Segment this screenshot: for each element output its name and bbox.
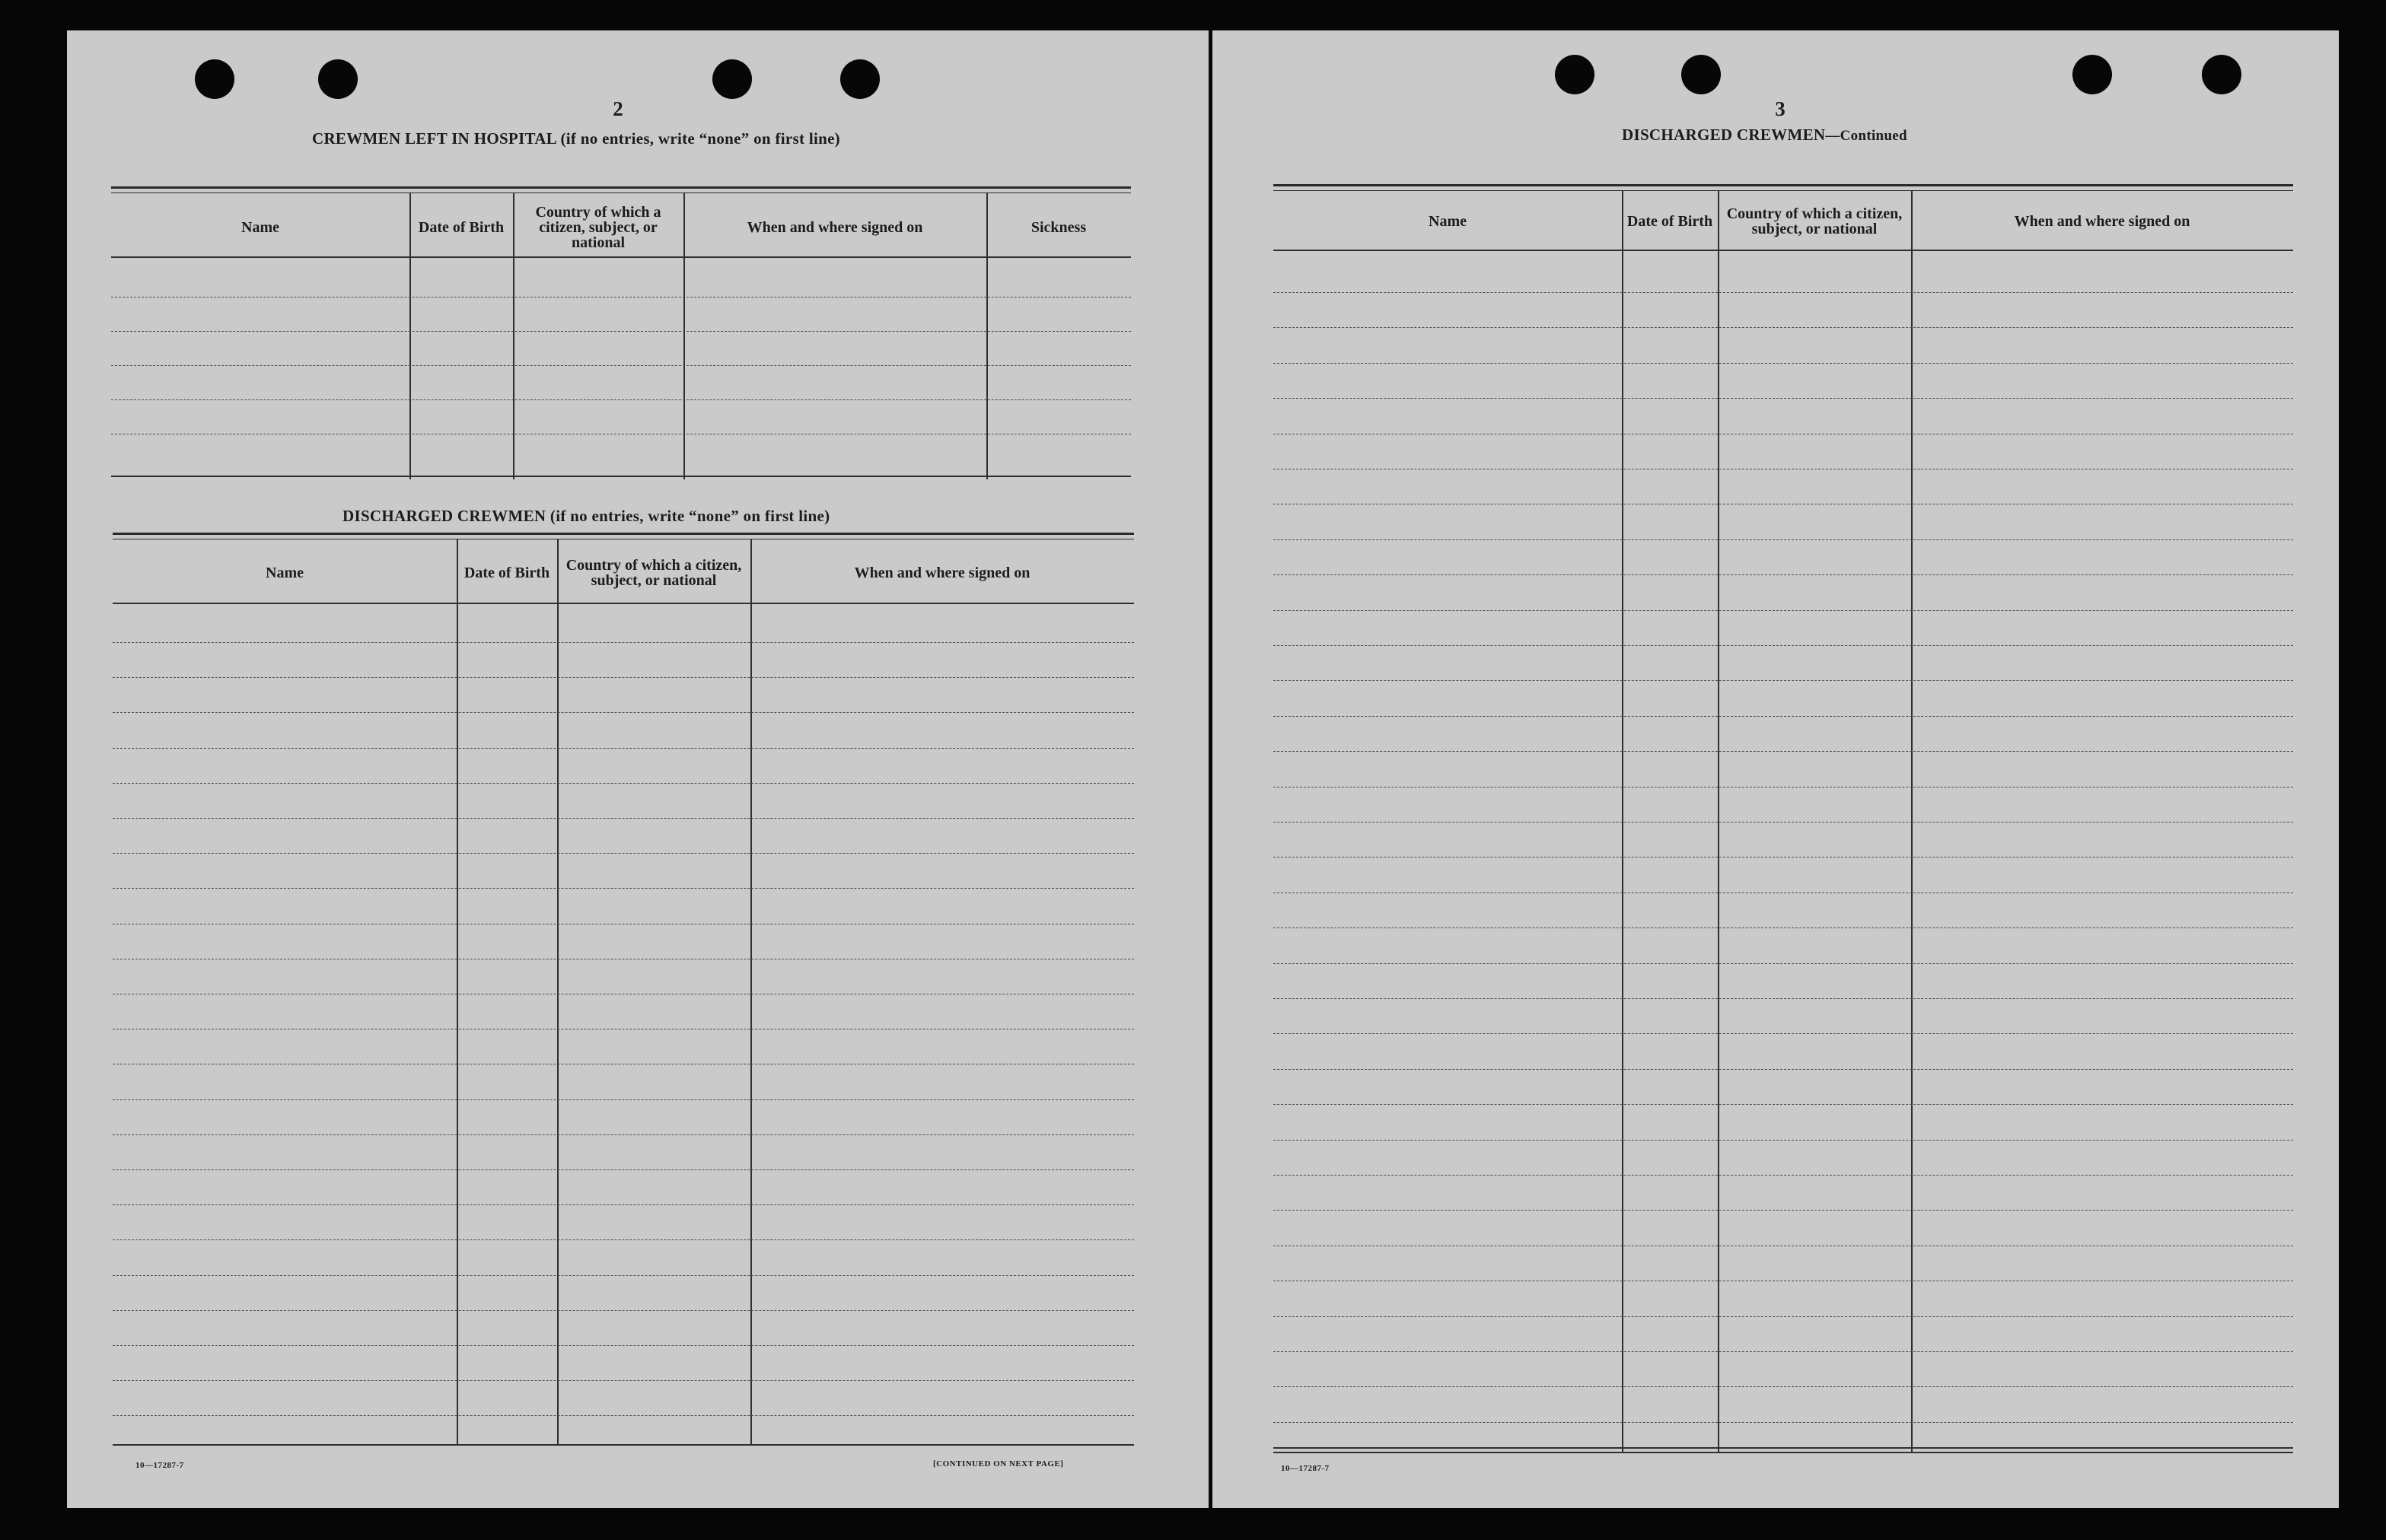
hospital-section-title [312,129,840,148]
discharged-title-text: DISCHARGED CREWMEN [342,507,546,525]
ruled-line [113,818,1134,819]
ruled-line [113,712,1134,713]
ruled-line [1273,610,2293,611]
ruled-line [113,1169,1134,1170]
discharged-table [113,502,1134,1446]
ruled-line [1273,1104,2293,1105]
hospital-table [111,156,1131,479]
binder-hole [195,59,234,99]
col-header-name: Name [241,219,279,236]
col-header-date-of-birth: Date of Birth [418,219,505,236]
col-header-signed-on: When and where signed on [854,565,1031,581]
continued-note: [CONTINUED ON NEXT PAGE] [933,1459,1064,1468]
right-page [1212,30,2339,1508]
ruled-line [1273,292,2293,293]
ruled-line [1273,787,2293,788]
col-header-name: Name [1429,213,1467,230]
ruled-line [1273,857,2293,858]
ruled-line [1273,645,2293,646]
left-page [67,30,1209,1508]
continued-label: —Continued [1825,128,1907,144]
binder-hole [712,59,752,99]
ruled-line [113,1204,1134,1205]
discharged-continued-title-text: DISCHARGED CREWMEN [1622,126,1826,144]
col-header-signed-on: When and where signed on [747,219,923,236]
discharged-title-note: (if no entries, write “none” on first line) [550,507,830,525]
ruled-line [113,748,1134,749]
ruled-line [1273,539,2293,540]
ruled-line [1273,363,2293,364]
col-header-country: Country of which a citizen, subject, or national [535,204,661,251]
ruled-line [1273,892,2293,893]
ruled-line [113,1134,1134,1135]
col-header-sickness: Sickness [1031,219,1087,236]
ruled-line [113,1239,1134,1240]
col-header-country: Country of which a citizen, subject, or national [1726,205,1903,237]
ruled-line [1273,1210,2293,1211]
ruled-line [1273,1351,2293,1352]
ruled-line [1273,1422,2293,1423]
ruled-line [113,1380,1134,1381]
ruled-line [113,677,1134,678]
page-number: 3 [1775,97,1786,120]
ruled-line [113,1310,1134,1311]
ruled-line [1273,1033,2293,1034]
col-header-signed-on: When and where signed on [2014,213,2190,230]
col-header-name: Name [266,565,304,581]
form-number: 10—17287-7 [1281,1464,1330,1473]
ruled-line [1273,680,2293,681]
ruled-line [1273,1316,2293,1317]
binder-hole [2072,55,2112,94]
binder-hole [2202,55,2241,94]
ruled-line [113,888,1134,889]
binder-hole [840,59,880,99]
col-header-country: Country of which a citizen, subject, or national [565,557,742,589]
ruled-line [113,1099,1134,1100]
hospital-title-note: (if no entries, write “none” on first line) [560,129,840,148]
col-header-date-of-birth: Date of Birth [464,565,550,581]
ruled-line [1273,998,2293,999]
binder-hole [1681,55,1721,94]
ruled-line [1273,963,2293,964]
discharged-continued-title [1622,126,1907,145]
ruled-line [1273,574,2293,575]
hospital-title-text: CREWMEN LEFT IN HOSPITAL [312,129,556,148]
ruled-line [113,783,1134,784]
ruled-line [1273,751,2293,752]
binder-hole [318,59,358,99]
page-number: 2 [613,97,623,120]
discharged-continued-table [1273,152,2293,1453]
ruled-line [1273,327,2293,328]
ruled-line [113,1415,1134,1416]
ruled-line [1273,1140,2293,1141]
binder-hole [1555,55,1594,94]
ruled-line [113,1345,1134,1346]
ruled-line [1273,1386,2293,1387]
ruled-line [113,642,1134,643]
col-header-date-of-birth: Date of Birth [1626,213,1713,230]
ruled-line [1273,716,2293,717]
ruled-line [1273,1069,2293,1070]
ruled-line [113,1275,1134,1276]
ruled-line [1273,398,2293,399]
form-number: 10—17287-7 [135,1461,184,1470]
ruled-line [113,853,1134,854]
ruled-line [1273,1175,2293,1176]
